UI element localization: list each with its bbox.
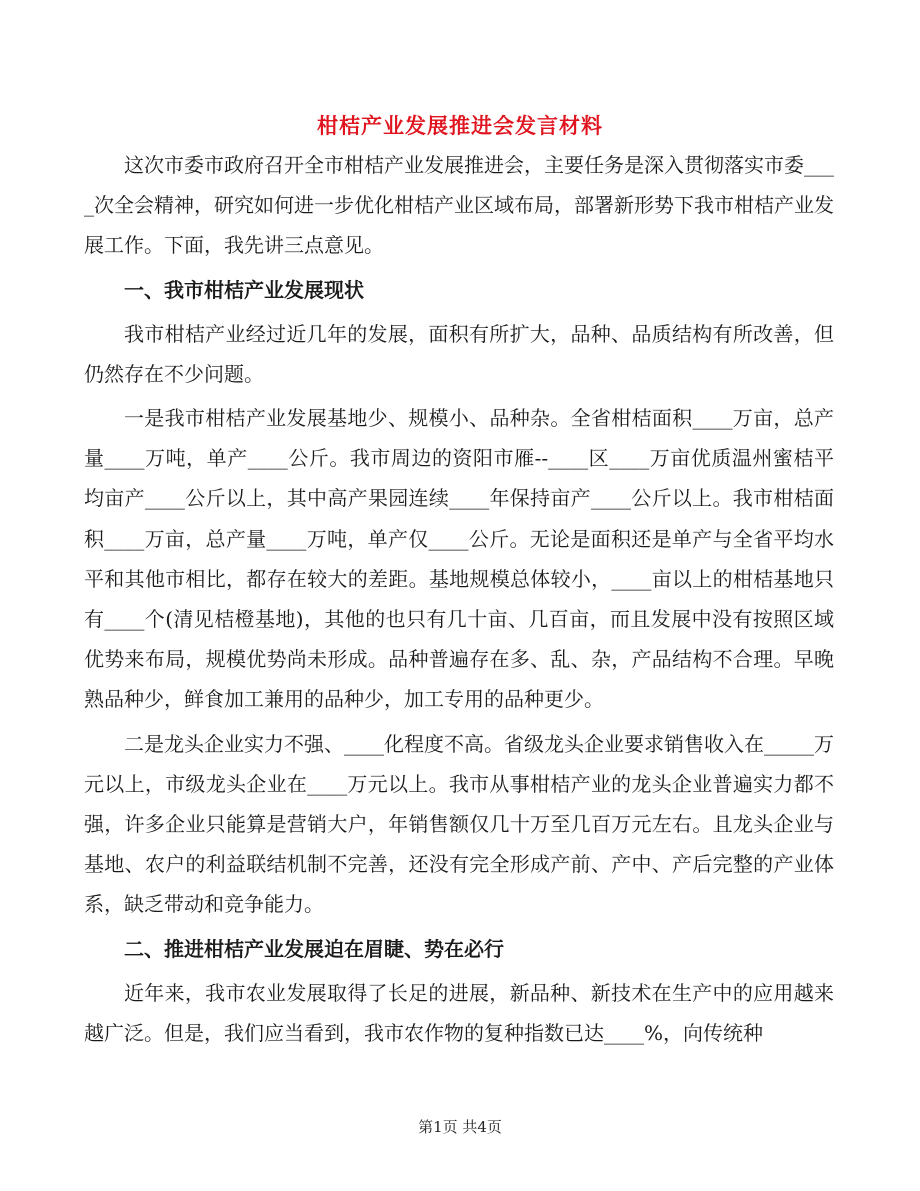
section-1-paragraph-2: 一是我市柑桔产业发展基地少、规模小、品种杂。全省柑桔面积____万亩，总产量____万吨，单产____公斤。我市周边的资阳市雁--____区____万亩优质温州蜜桔平均亩产____公斤以上，其中高产果园连续____年保持亩产____公斤以上。我市柑桔面积____万亩，总产量____万吨，单产仅____公斤。无论是面积还是单产与全省平均水平和其他市相比，都存在较大的差距。基地规模总体较小，____亩以上的柑桔基地只有____个(清见桔橙基地)，其他的也只有几十亩、几百亩，而且发展中没有按照区域优势来布局，规模优势尚未形成。品种普遍存在多、乱、杂，产品结构不合理。早晚熟品种少，鲜食加工兼用的品种少，加工专用的品种更少。 bbox=[84, 406, 834, 712]
section-1-paragraph-1: 我市柑桔产业经过近几年的发展，面积有所扩大，品种、品质结构有所改善，但仍然存在不少问题。 bbox=[84, 321, 834, 386]
document-body bbox=[84, 145, 834, 1053]
section-1-heading: 一、我市柑桔产业发展现状 bbox=[124, 277, 364, 302]
section-2-heading: 二、推进柑桔产业发展迫在眉睫、势在必行 bbox=[124, 936, 504, 961]
section-2-paragraph-1: 近年来，我市农业发展取得了长足的进展，新品种、新技术在生产中的应用越来越广泛。但是，我们应当看到，我市农作物的复种指数已达____%，向传统种 bbox=[84, 980, 834, 1045]
intro-paragraph: 这次市委市政府召开全市柑桔产业发展推进会，主要任务是深入贯彻落实市委____次全会精神，研究如何进一步优化柑桔产业区域布局，部署新形势下我市柑桔产业发展工作。下面，我先讲三点意见。 bbox=[84, 153, 834, 258]
document-title: 柑桔产业发展推进会发言材料 bbox=[317, 113, 603, 138]
section-1-paragraph-3: 二是龙头企业实力不强、____化程度不高。省级龙头企业要求销售收入在_____万元以上，市级龙头企业在____万元以上。我市从事柑桔产业的龙头企业普遍实力都不强，许多企业只能算是营销大户，年销售额仅几十万至几百万元左右。且龙头企业与基地、农户的利益联结机制不完善，还没有完全形成产前、产中、产后完整的产业体系，缺乏带动和竞争能力。 bbox=[84, 731, 834, 917]
page-number: 第1页 共4页 bbox=[418, 1118, 502, 1136]
